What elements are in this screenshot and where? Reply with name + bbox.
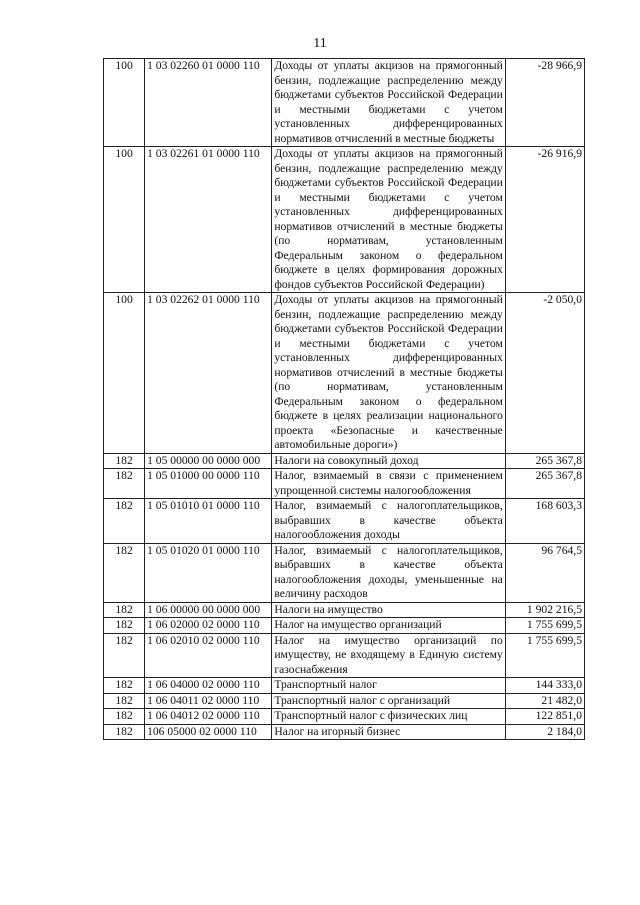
budget-code-cell: 1 03 02260 01 0000 110: [145, 59, 272, 147]
admin-code-cell: 182: [104, 543, 145, 602]
table-row: [104, 709, 585, 725]
amount-cell: -2 050,0: [505, 293, 584, 454]
budget-code-cell: 1 06 04000 02 0000 110: [145, 678, 272, 694]
budget-code-cell: 1 05 01010 01 0000 110: [145, 499, 272, 544]
budget-code-cell: 1 05 01000 00 0000 110: [145, 469, 272, 499]
page-number: 11: [313, 36, 327, 51]
amount-cell: 21 482,0: [505, 693, 584, 709]
revenue-name-cell: Транспортный налог: [272, 678, 505, 694]
admin-code-cell: 182: [104, 499, 145, 544]
amount-cell: -26 916,9: [505, 147, 584, 293]
table-row: [104, 293, 585, 454]
revenue-name-cell: Налог, взимаемый в связи с применением упрощенной системы налогообложения: [272, 469, 505, 499]
revenue-name-cell: Доходы от уплаты акцизов на прямогонный бензин, подлежащие распределению между бюджетами субъектов Российской Федерации и местными бюджетами с учетом установленных дифференцированных нормативов отчислений в местные бюджеты: [272, 59, 505, 147]
table-row: [104, 499, 585, 544]
revenue-name-cell: Транспортный налог с физических лиц: [272, 709, 505, 725]
revenue-name-cell: Налог на игорный бизнес: [272, 724, 505, 740]
revenue-name-cell: Налог, взимаемый с налогоплательщиков, выбравших в качестве объекта налогообложения доходы: [272, 499, 505, 544]
amount-cell: 144 333,0: [505, 678, 584, 694]
budget-code-cell: 1 06 02000 02 0000 110: [145, 618, 272, 634]
budget-code-cell: 1 06 02010 02 0000 110: [145, 633, 272, 678]
budget-code-cell: 106 05000 02 0000 110: [145, 724, 272, 740]
admin-code-cell: 182: [104, 633, 145, 678]
admin-code-cell: 182: [104, 678, 145, 694]
revenue-name-cell: Налоги на имущество: [272, 602, 505, 618]
amount-cell: 168 603,3: [505, 499, 584, 544]
table-row: [104, 469, 585, 499]
table-row: [104, 543, 585, 602]
admin-code-cell: 100: [104, 293, 145, 454]
amount-cell: 2 184,0: [505, 724, 584, 740]
revenue-name-cell: Налог, взимаемый с налогоплательщиков, выбравших в качестве объекта налогообложения доходы, уменьшенные на величину расходов: [272, 543, 505, 602]
admin-code-cell: 182: [104, 453, 145, 469]
budget-code-cell: 1 06 04011 02 0000 110: [145, 693, 272, 709]
amount-cell: 265 367,8: [505, 469, 584, 499]
revenue-name-cell: Доходы от уплаты акцизов на прямогонный бензин, подлежащие распределению между бюджетами субъектов Российской Федерации и местными бюджетами с учетом установленных дифференцированных нормативов отчислений в местные бюджеты (по нормативам, установленным Федеральным законом о федеральном бюджете в целях формирования дорожных фондов субъектов Российской Федерации): [272, 147, 505, 293]
table-row: [104, 59, 585, 147]
revenue-name-cell: Транспортный налог с организаций: [272, 693, 505, 709]
admin-code-cell: 100: [104, 59, 145, 147]
admin-code-cell: 182: [104, 724, 145, 740]
admin-code-cell: 182: [104, 709, 145, 725]
table-row: [104, 453, 585, 469]
table-row: [104, 147, 585, 293]
budget-code-cell: 1 05 01020 01 0000 110: [145, 543, 272, 602]
revenue-table-body: [104, 59, 585, 740]
revenue-name-cell: Доходы от уплаты акцизов на прямогонный бензин, подлежащие распределению между бюджетами субъектов Российской Федерации и местными бюджетами с учетом установленных дифференцированных нормативов отчислений в местные бюджеты (по нормативам, установленным Федеральным законом о федеральном бюджете в целях реализации национального проекта «Безопасные и качественные автомобильные дороги»): [272, 293, 505, 454]
amount-cell: -28 966,9: [505, 59, 584, 147]
revenue-name-cell: Налог на имущество организаций по имуществу, не входящему в Единую систему газоснабжения: [272, 633, 505, 678]
amount-cell: 265 367,8: [505, 453, 584, 469]
admin-code-cell: 182: [104, 602, 145, 618]
table-row: [104, 678, 585, 694]
amount-cell: 1 755 699,5: [505, 618, 584, 634]
table-row: [104, 633, 585, 678]
amount-cell: 122 851,0: [505, 709, 584, 725]
revenue-name-cell: Налог на имущество организаций: [272, 618, 505, 634]
revenue-name-cell: Налоги на совокупный доход: [272, 453, 505, 469]
budget-code-cell: 1 03 02262 01 0000 110: [145, 293, 272, 454]
amount-cell: 1 902 216,5: [505, 602, 584, 618]
budget-code-cell: 1 05 00000 00 0000 000: [145, 453, 272, 469]
admin-code-cell: 182: [104, 469, 145, 499]
table-row: [104, 602, 585, 618]
amount-cell: 96 764,5: [505, 543, 584, 602]
table-row: [104, 693, 585, 709]
table-row: [104, 618, 585, 634]
admin-code-cell: 100: [104, 147, 145, 293]
revenue-table: [103, 58, 585, 740]
admin-code-cell: 182: [104, 618, 145, 634]
budget-code-cell: 1 03 02261 01 0000 110: [145, 147, 272, 293]
budget-code-cell: 1 06 00000 00 0000 000: [145, 602, 272, 618]
amount-cell: 1 755 699,5: [505, 633, 584, 678]
budget-code-cell: 1 06 04012 02 0000 110: [145, 709, 272, 725]
admin-code-cell: 182: [104, 693, 145, 709]
table-row: [104, 724, 585, 740]
